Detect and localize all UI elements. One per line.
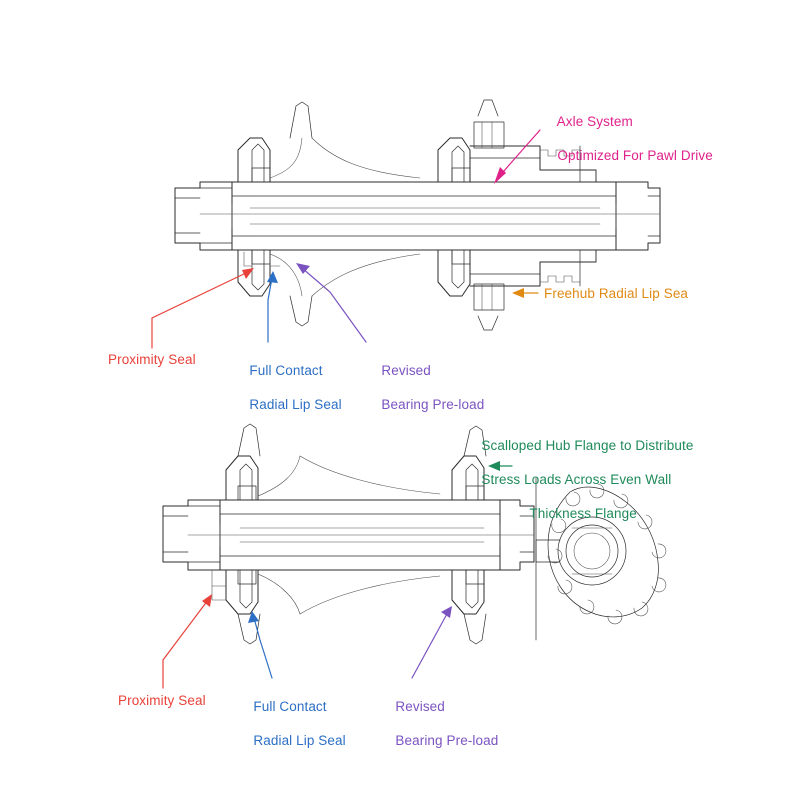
label-preload-rear-line2: Bearing Pre-load — [381, 397, 485, 412]
leader-full-contact-seal-front — [248, 611, 272, 678]
label-scalloped-hub-flange — [466, 420, 693, 539]
label-axle-system — [542, 96, 713, 181]
label-axle-system-line2: Optimized For Pawl Drive — [557, 148, 713, 163]
label-preload-rear-line1: Revised — [381, 363, 431, 378]
label-full-contact-radial-lip-seal-front — [238, 681, 346, 766]
leader-bearing-preload-rear — [296, 263, 366, 342]
leader-full-contact-seal-rear — [267, 271, 278, 342]
label-fc-rear-line2: Radial Lip Seal — [249, 397, 342, 412]
label-axle-system-line1: Axle System — [556, 114, 633, 129]
leader-proximity-seal-front — [163, 594, 212, 688]
label-preload-front-line1: Revised — [395, 699, 445, 714]
label-scalloped-line3: Thickness Flange — [529, 506, 637, 521]
leader-freehub-seal — [512, 288, 538, 298]
label-scalloped-line1: Scalloped Hub Flange to Distribute — [481, 438, 694, 453]
label-fc-rear-line1: Full Contact — [249, 363, 323, 378]
label-freehub-radial-lip-seal: Freehub Radial Lip Sea — [544, 286, 689, 301]
label-scalloped-line2: Stress Loads Across Even Wall — [481, 472, 672, 487]
label-fc-front-line1: Full Contact — [253, 699, 327, 714]
leader-bearing-preload-front — [412, 606, 452, 678]
label-revised-bearing-preload-rear — [366, 345, 484, 430]
leader-proximity-seal-rear — [152, 268, 254, 348]
label-revised-bearing-preload-front — [380, 681, 498, 766]
label-proximity-seal-rear: Proximity Seal — [108, 352, 196, 367]
label-fc-front-line2: Radial Lip Seal — [253, 733, 346, 748]
label-proximity-seal-front: Proximity Seal — [118, 693, 206, 708]
leader-axle-system — [494, 130, 540, 184]
label-full-contact-radial-lip-seal-rear — [234, 345, 342, 430]
label-preload-front-line2: Bearing Pre-load — [395, 733, 499, 748]
